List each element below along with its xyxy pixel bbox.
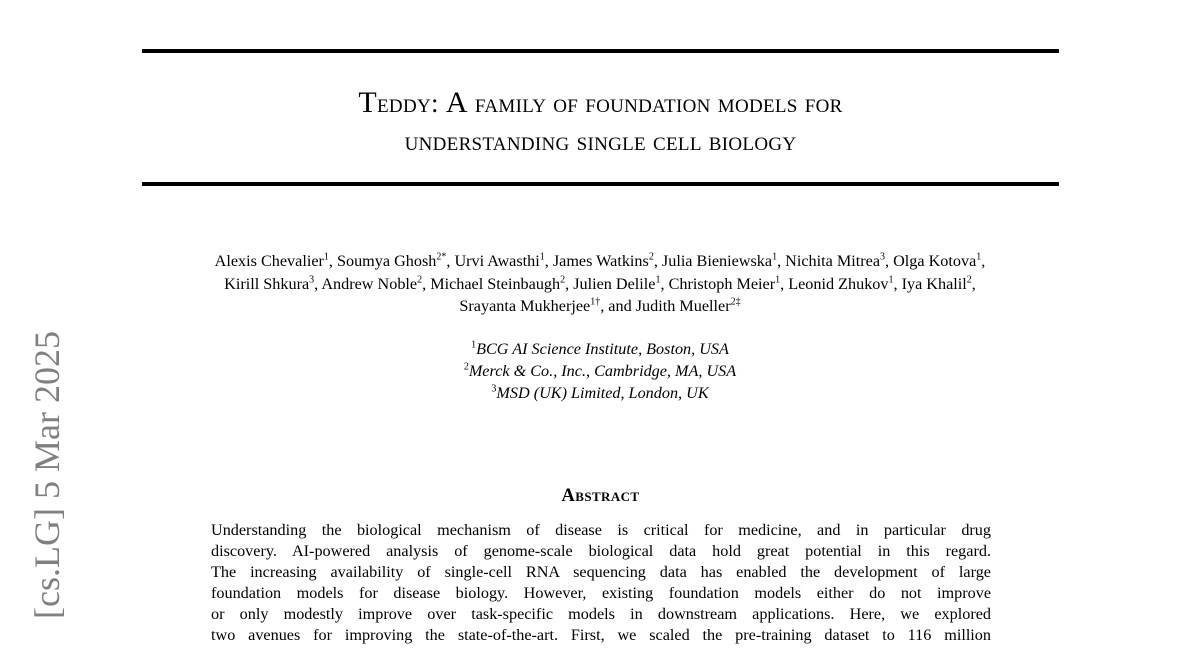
author-affiliation-mark: 2* <box>436 251 447 263</box>
abstract-body <box>211 520 991 646</box>
affiliation-text: MSD (UK) Limited, London, UK <box>496 384 709 402</box>
author-line: Alexis Chevalier$^1$, Soumya Ghosh$^{2*}$, Urvi Awasthi$^1$, James Watkins$^2$, Julia Bieniewska$^1$, Nichita Mitrea$^3$, Olga Kotova$^1$, <box>214 251 986 270</box>
author-line: Kirill Shkura$^3$, Andrew Noble$^2$, Michael Steinbaugh$^2$, Julien Delile$^1$, Christoph Meier$^1$, Leonid Zhukov$^1$, Iya Khalil$^2$, <box>224 274 976 293</box>
affiliation <box>300 338 900 360</box>
author-affiliation-mark: 1 <box>888 274 894 286</box>
affiliation-mark: 1 <box>471 339 477 351</box>
author-affiliation-mark: 3 <box>309 274 315 286</box>
paper-title <box>142 84 1059 160</box>
author-affiliation-mark: 1 <box>772 251 778 263</box>
author-name: Srayanta Mukherjee <box>459 297 591 315</box>
author-affiliation-mark: 2 <box>648 251 654 263</box>
author-name: Andrew Noble <box>321 274 418 293</box>
title-bottom-rule <box>142 182 1059 186</box>
abstract-line: discovery. AI-powered analysis of genome-scale biological data hold great potential in this regard. <box>211 542 991 560</box>
author-affiliation-mark: 3 <box>880 251 886 263</box>
author-affiliation-mark: 1 <box>539 251 545 263</box>
author-name: Olga Kotova <box>893 252 977 270</box>
author-name: Julien Delile <box>573 274 656 293</box>
author-name: Alexis Chevalier <box>214 252 324 270</box>
affiliation-text: Merck & Co., Inc., Cambridge, MA, USA <box>468 362 737 380</box>
author-name: Soumya Ghosh <box>336 252 437 270</box>
author-affiliation-mark: 1 <box>775 274 781 286</box>
author-affiliation-mark: 2‡ <box>730 296 741 308</box>
abstract-line: or only modestly improve over task-specific models in downstream applications. Here, we explored <box>211 605 991 623</box>
affiliation-list <box>300 338 900 404</box>
abstract-heading: Abstract <box>561 486 640 506</box>
author-affiliation-mark: 1† <box>590 296 601 308</box>
affiliation <box>300 360 900 382</box>
affiliation-mark: 2 <box>463 361 469 373</box>
author-affiliation-mark: 1 <box>976 251 982 263</box>
author-name: Leonid Zhukov <box>788 274 889 293</box>
arxiv-stamp-text: [cs.LG] 5 Mar 2025 <box>27 331 67 619</box>
affiliation-text: BCG AI Science Institute, Boston, USA <box>476 340 729 358</box>
affiliation <box>300 382 900 404</box>
abstract-line: foundation models for disease biology. However, existing foundation models either do not improve <box>211 584 991 602</box>
title-line: Teddy: A family of foundation models for <box>358 86 843 119</box>
author-affiliation-mark: 2 <box>417 274 423 286</box>
author-name: Iya Khalil <box>901 274 967 293</box>
arxiv-stamp <box>18 310 76 640</box>
author-line: Srayanta Mukherjee$^{1\dagger}$, and Judith Mueller$^{2\ddagger}$ <box>459 296 741 315</box>
affiliation-mark: 3 <box>491 383 497 395</box>
author-name: Michael Steinbaugh <box>430 274 561 293</box>
abstract-line: Understanding the biological mechanism of disease is critical for medicine, and in particular drug <box>211 521 991 539</box>
author-name: Kirill Shkura <box>224 274 310 293</box>
abstract-line: The increasing availability of single-cell RNA sequencing data has enabled the development of large <box>211 563 991 581</box>
author-name: Judith Mueller <box>635 297 731 315</box>
author-affiliation-mark: 2 <box>966 274 972 286</box>
author-name: Nichita Mitrea <box>785 252 881 270</box>
author-affiliation-mark: 2 <box>560 274 566 286</box>
author-name: Julia Bieniewska <box>661 252 773 270</box>
author-name: Urvi Awasthi <box>454 252 540 270</box>
abstract-line: two avenues for improving the state-of-the-art. First, we scaled the pre-training dataset to 116 million <box>211 626 991 644</box>
title-line: understanding single cell biology <box>404 126 797 156</box>
author-affiliation-mark: 1 <box>655 274 661 286</box>
author-name: Christoph Meier <box>668 274 776 293</box>
author-affiliation-mark: 1 <box>323 251 329 263</box>
title-top-rule <box>142 49 1059 53</box>
author-list <box>130 250 1070 318</box>
author-name: James Watkins <box>552 252 649 270</box>
